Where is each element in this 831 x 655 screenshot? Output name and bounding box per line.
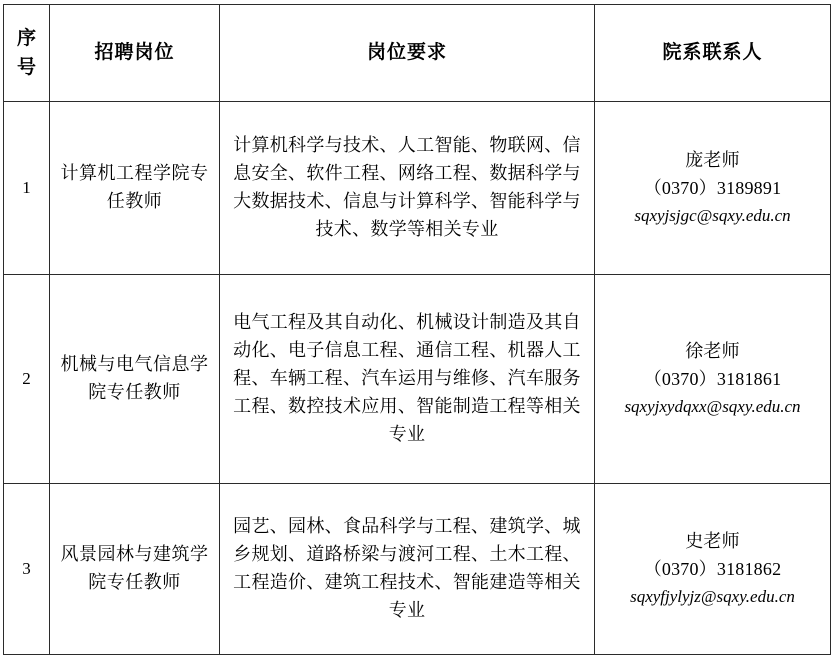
row-post: 风景园林与建筑学院专任教师 [50,484,220,655]
header-post: 招聘岗位 [50,5,220,102]
contact-phone: （0370）3189891 [643,177,782,198]
header-row [4,5,831,102]
header-seq-line1: 序 [16,27,36,49]
table-row [4,484,831,655]
row-seq: 3 [4,484,50,655]
contact-email: sqxyfjylyjz@sqxy.edu.cn [630,586,795,606]
row-contact [595,102,831,275]
row-requirement: 计算机科学与技术、人工智能、物联网、信息安全、软件工程、网络工程、数据科学与大数据技术、信息与计算科学、智能科学与技术、数学等相关专业 [220,102,595,275]
header-seq-line2: 号 [16,57,36,78]
header-seq [4,5,50,102]
contact-email: sqxyjxydqxx@sqxy.edu.cn [624,396,801,416]
contact-name: 庞老师 [685,149,740,170]
recruitment-table [3,4,831,655]
table-row [4,275,831,484]
row-post: 计算机工程学院专任教师 [50,102,220,275]
table-header [4,5,831,102]
contact-phone: （0370）3181861 [643,368,782,389]
row-contact [595,275,831,484]
row-seq: 1 [4,102,50,275]
table-row [4,102,831,275]
contact-name: 徐老师 [685,340,740,361]
row-post: 机械与电气信息学院专任教师 [50,275,220,484]
row-requirement: 园艺、园林、食品科学与工程、建筑学、城乡规划、道路桥梁与渡河工程、土木工程、工程造价、建筑工程技术、智能建造等相关专业 [220,484,595,655]
header-requirement: 岗位要求 [220,5,595,102]
row-requirement: 电气工程及其自动化、机械设计制造及其自动化、电子信息工程、通信工程、机器人工程、车辆工程、汽车运用与维修、汽车服务工程、数控技术应用、智能制造工程等相关专业 [220,275,595,484]
contact-phone: （0370）3181862 [643,558,782,579]
document-page [0,4,831,619]
contact-email: sqxyjsjgc@sqxy.edu.cn [634,205,791,225]
row-seq: 2 [4,275,50,484]
header-contact: 院系联系人 [595,5,831,102]
table-body [4,102,831,655]
contact-name: 史老师 [685,530,740,551]
row-contact [595,484,831,655]
